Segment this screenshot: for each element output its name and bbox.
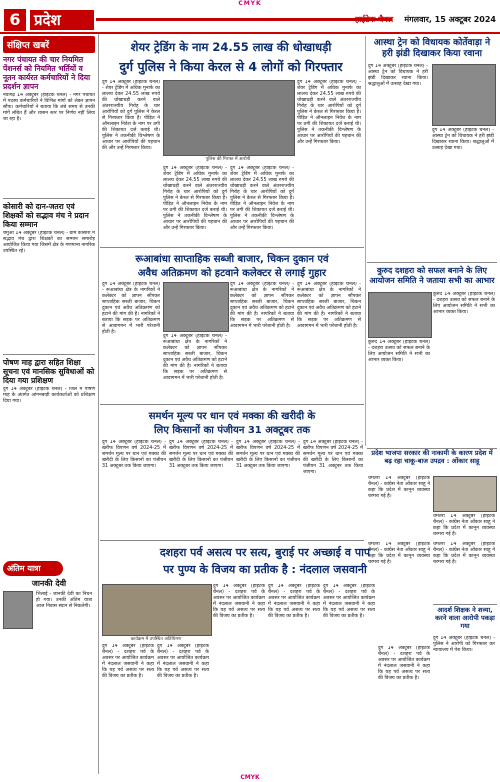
section-rule (96, 18, 392, 21)
divider (433, 604, 497, 605)
brief-heading: संक्षिप्त खबरें (3, 36, 95, 53)
cmyk-mark-bottom: CMYK (240, 774, 260, 781)
divider (100, 247, 364, 248)
lead-body-col-4: दुर्ग 14 अक्टूबर (हाईटेक चैनल) - शेयर ट्रेडिंग में अधिक मुनाफे का लालच देकर 24.55 लाख रुपये की धोखाधड़ी करने वाले अंतरराज्यीय गिरोह के चार आरोपियों को दुर्ग पुलिस ने केरल से गिरफ्तार किया है। पीड़ित ने ऑनलाइन निवेश के नाम पर ठगी की शिकायत दर्ज कराई थी। पुलिस ने तकनीकी विश्लेषण के आधार पर आरोपियों की पहचान की और उन्हें गिरफ्तार किया। (297, 80, 361, 145)
right-mid-body-2: कुरुद 14 अक्टूबर (हाईटेक चैनल) - दशहरा उत्सव को सफल बनाने के लिए आयोजन समिति ने सभी का आभार व्यक्त किया। (433, 292, 495, 315)
lead-body-col-1: दुर्ग 14 अक्टूबर (हाईटेक चैनल) - शेयर ट्रेडिंग में अधिक मुनाफे का लालच देकर 24.55 लाख रुपये की धोखाधड़ी करने वाले अंतरराज्यीय गिरोह के चार आरोपियों को दुर्ग पुलिस ने केरल से गिरफ्तार किया है। पीड़ित ने ऑनलाइन निवेश के नाम पर ठगी की शिकायत दर्ज कराई थी। पुलिस ने तकनीकी विश्लेषण के आधार पर आरोपियों की पहचान की और उन्हें गिरफ्तार किया। (102, 80, 160, 151)
story-four-body-2: धमतरी 14 अक्टूबर (हाईटेक चैनल) - कांग्रेस नेता ओंकार साहू ने कहा कि प्रदेश में कानून व्यवस्था चरमरा गई है। (433, 514, 495, 537)
dateline: मंगलवार, 15 अक्टूबर 2024 (404, 15, 496, 24)
story-two-body-3: दुर्ग 14 अक्टूबर (हाईटेक चैनल) - रूआबांधा क्षेत्र के नागरिकों ने कलेक्टर को ज्ञापन सौंपकर साप्ताहिक सब्जी बाजार, चिकन दुकान एवं अवैध अतिक्रमण को हटाने की मांग की है। नागरिकों ने बताया कि सड़क पर अतिक्रमण से आवागमन में भारी परेशानी होती है। (230, 282, 294, 329)
right-mid-photo (368, 292, 432, 338)
column-rule (365, 36, 366, 446)
obituary-name: जानकी देवी (31, 579, 67, 588)
page-number: 6 (4, 9, 26, 31)
story-two-body-2: दुर्ग 14 अक्टूबर (हाईटेक चैनल) - रूआबांधा क्षेत्र के नागरिकों ने कलेक्टर को ज्ञापन सौंपकर साप्ताहिक सब्जी बाजार, चिकन दुकान एवं अवैध अतिक्रमण को हटाने की मांग की है। नागरिकों ने बताया कि सड़क पर अतिक्रमण से आवागमन में भारी परेशानी होती है। (163, 334, 227, 381)
side-story-body: दुर्ग 14 अक्टूबर (हाईटेक चैनल) - पुलिस ने आरोपी को गिरफ्तार कर न्यायालय में पेश किया। (433, 636, 495, 653)
brief-body-3: दुर्ग 14 अक्टूबर (हाईटेक चैनल) - जिले में पोषण माह के अंतर्गत आंगनबाड़ी कार्यकर्ताओं को प्रशिक्षण दिया गया। (3, 387, 95, 404)
right-mid-body-1: कुरुद 14 अक्टूबर (हाईटेक चैनल) - दशहरा उत्सव को सफल बनाने के लिए आयोजन समिति ने सभी का आभार व्यक्त किया। (368, 340, 430, 363)
bottom-body-3: दुर्ग 14 अक्टूबर (हाईटेक चैनल) - दशहरा पर्व के अवसर पर आयोजित कार्यक्रम में नंदलाल जसवानी ने कहा कि यह पर्व असत्य पर सत्य की विजय का प्रतीक है। (213, 584, 265, 619)
bottom-body-2: दुर्ग 14 अक्टूबर (हाईटेक चैनल) - दशहरा पर्व के अवसर पर आयोजित कार्यक्रम में नंदलाल जसवानी ने कहा कि यह पर्व असत्य पर सत्य की विजय का प्रतीक है। (157, 644, 209, 679)
paper-name: हाईटेक चैनल (355, 15, 394, 24)
divider (100, 540, 364, 541)
bottom-caption: कार्यक्रम में उपस्थित अतिथिगण (130, 637, 182, 642)
obituary-heading: अंतिम यात्रा (3, 561, 63, 576)
lead-body-col-3: दुर्ग 14 अक्टूबर (हाईटेक चैनल) - शेयर ट्रेडिंग में अधिक मुनाफे का लालच देकर 24.55 लाख रुपये की धोखाधड़ी करने वाले अंतरराज्यीय गिरोह के चार आरोपियों को दुर्ग पुलिस ने केरल से गिरफ्तार किया है। पीड़ित ने ऑनलाइन निवेश के नाम पर ठगी की शिकायत दर्ज कराई थी। पुलिस ने तकनीकी विश्लेषण के आधार पर आरोपियों की पहचान की और उन्हें गिरफ्तार किया। (230, 166, 294, 231)
bottom-body-5: दुर्ग 14 अक्टूबर (हाईटेक चैनल) - दशहरा पर्व के अवसर पर आयोजित कार्यक्रम में नंदलाल जसवानी ने कहा कि यह पर्व असत्य पर सत्य की विजय का प्रतीक है। (323, 584, 375, 619)
cmyk-mark-top: CMYK (238, 0, 262, 7)
left-column (0, 34, 99, 774)
lead-body-col-2: दुर्ग 14 अक्टूबर (हाईटेक चैनल) - शेयर ट्रेडिंग में अधिक मुनाफे का लालच देकर 24.55 लाख रुपये की धोखाधड़ी करने वाले अंतरराज्यीय गिरोह के चार आरोपियों को दुर्ग पुलिस ने केरल से गिरफ्तार किया है। पीड़ित ने ऑनलाइन निवेश के नाम पर ठगी की शिकायत दर्ज कराई थी। पुलिस ने तकनीकी विश्लेषण के आधार पर आरोपियों की पहचान की और उन्हें गिरफ्तार किया। (163, 166, 227, 231)
divider (3, 198, 95, 199)
divider (100, 404, 364, 405)
obituary-body: भिलाई - जानकी देवी का निधन हो गया। उनकी अंतिम यात्रा आज निवास स्थान से निकलेगी। (36, 592, 92, 609)
right-mid-headline: कुरुद दशहरा को सफल बनाने के लिए आयोजन समिति ने जताया सभी का आभार (369, 266, 495, 285)
story-four-photo (433, 476, 497, 512)
brief-title-3: पोषण माह द्वारा सहित शिक्षा सूचना एवं मानसिक सुविधाओं को दिया गया प्रशिक्षण (3, 358, 95, 385)
story-three-body-1: दुर्ग 14 अक्टूबर (हाईटेक चैनल) - खरीफ विपणन वर्ष 2024-25 में समर्थन मूल्य पर धान एवं मक्का की खरीदी के लिए किसानों का पंजीयन 31 अक्टूबर तक किया जाएगा। (102, 440, 166, 469)
story-three-headline-2: लिए किसानों का पंजीयन 31 अक्टूबर तक (153, 425, 311, 436)
story-two-body-4: दुर्ग 14 अक्टूबर (हाईटेक चैनल) - रूआबांधा क्षेत्र के नागरिकों ने कलेक्टर को ज्ञापन सौंपकर साप्ताहिक सब्जी बाजार, चिकन दुकान एवं अवैध अतिक्रमण को हटाने की मांग की है। नागरिकों ने बताया कि सड़क पर अतिक्रमण से आवागमन में भारी परेशानी होती है। (297, 282, 361, 329)
right-top-headline: आस्था ट्रेन को विधायक कोर्तेवाड़ा ने हरी झंडी दिखाकर किया रवाना (373, 38, 491, 59)
story-two-headline-1: रूआबांधा साप्ताहिक सब्जी बाजार, चिकन दुकान एवं (135, 254, 329, 265)
side-story-headline: आदर्श शिक्षक ने शव्या, करने वाला आरोपी पकड़ा गया (435, 606, 495, 630)
brief-title-1: नगर पंचायत की चार नियमित पेंशनर्स को नियमित भर्तियों व नूतन कार्यरत कर्मचारियों ने दिया प्रदर्शन ज्ञापन (3, 55, 91, 91)
story-four-body-3: धमतरी 14 अक्टूबर (हाईटेक चैनल) - कांग्रेस नेता ओंकार साहू ने कहा कि प्रदेश में कानून व्यवस्था चरमरा गई है। (368, 542, 430, 565)
story-three-body-2: दुर्ग 14 अक्टूबर (हाईटेक चैनल) - खरीफ विपणन वर्ष 2024-25 में समर्थन मूल्य पर धान एवं मक्का की खरीदी के लिए किसानों का पंजीयन 31 अक्टूबर तक किया जाएगा। (169, 440, 233, 469)
right-top-body-1: दुर्ग 14 अक्टूबर (हाईटेक चैनल) - आस्था ट्रेन को विधायक ने हरी झंडी दिखाकर रवाना किया। श्रद्धालुओं में उत्साह देखा गया। (368, 64, 428, 87)
story-three-body-4: दुर्ग 14 अक्टूबर (हाईटेक चैनल) - खरीफ विपणन वर्ष 2024-25 में समर्थन मूल्य पर धान एवं मक्का की खरीदी के लिए किसानों का पंजीयन 31 अक्टूबर तक किया जाएगा। (303, 440, 363, 475)
bottom-headline-2: पर पुण्य के विजय का प्रतीक है : नंदलाल जसवानी (163, 563, 367, 576)
bottom-body-6: दुर्ग 14 अक्टूबर (हाईटेक चैनल) - दशहरा पर्व के अवसर पर आयोजित कार्यक्रम में नंदलाल जसवानी ने कहा कि यह पर्व असत्य पर सत्य की विजय का प्रतीक है। (378, 646, 430, 681)
right-top-photo (432, 64, 496, 126)
bottom-body-1: दुर्ग 14 अक्टूबर (हाईटेक चैनल) - दशहरा पर्व के अवसर पर आयोजित कार्यक्रम में नंदलाल जसवानी ने कहा कि यह पर्व असत्य पर सत्य की विजय का प्रतीक है। (102, 644, 154, 679)
story-two-body-1: दुर्ग 14 अक्टूबर (हाईटेक चैनल) - रूआबांधा क्षेत्र के नागरिकों ने कलेक्टर को ज्ञापन सौंपकर साप्ताहिक सब्जी बाजार, चिकन दुकान एवं अवैध अतिक्रमण को हटाने की मांग की है। नागरिकों ने बताया कि सड़क पर अतिक्रमण से आवागमन में भारी परेशानी होती है। (102, 282, 160, 335)
lead-headline-1: शेयर ट्रेडिंग के नाम 24.55 लाख की धोखाधड़ी (130, 40, 332, 54)
section-title: प्रदेश (30, 10, 94, 30)
story-three-body-3: दुर्ग 14 अक्टूबर (हाईटेक चैनल) - खरीफ विपणन वर्ष 2024-25 में समर्थन मूल्य पर धान एवं मक्का की खरीदी के लिए किसानों का पंजीयन 31 अक्टूबर तक किया जाएगा। (236, 440, 300, 469)
right-top-body-2: दुर्ग 14 अक्टूबर (हाईटेक चैनल) - आस्था ट्रेन को विधायक ने हरी झंडी दिखाकर रवाना किया। श्रद्धालुओं में उत्साह देखा गया। (432, 128, 494, 151)
brief-body-2: चमुआ 14 अक्टूबर (हाईटेक चैनल) - ग्राम कोसारी में सद्भाव मंच द्वारा शिक्षकों का सम्मान समारोह आयोजित किया गया जिसमें क्षेत्र के गणमान्य नागरिक उपस्थित रहे। (3, 231, 95, 254)
bottom-body-4: दुर्ग 14 अक्टूबर (हाईटेक चैनल) - दशहरा पर्व के अवसर पर आयोजित कार्यक्रम में नंदलाल जसवानी ने कहा कि यह पर्व असत्य पर सत्य की विजय का प्रतीक है। (268, 584, 320, 619)
story-four-headline: प्रदेश भाजपा सरकार की नाकामी के कारण प्रदेश में बढ़ रहा चाकू-बाज उपद्रव : ओंकार साहू (367, 448, 497, 473)
story-four-body-4: धमतरी 14 अक्टूबर (हाईटेक चैनल) - कांग्रेस नेता ओंकार साहू ने कहा कि प्रदेश में कानून व्यवस्था चरमरा गई है। (433, 542, 495, 565)
bottom-photo (102, 584, 212, 636)
story-three-headline-1: समर्थन मूल्य पर धान एवं मक्का की खरीदी के (148, 411, 316, 422)
obituary-photo (3, 591, 33, 629)
masthead (0, 8, 500, 34)
brief-body-1: नवागढ़ 14 अक्टूबर (हाईटेक चैनल) - नगर पंचायत में पदस्थ कर्मचारियों ने विभिन्न मांगों को लेकर ज्ञापन सौंपा। कर्मचारियों ने बताया कि लंबे समय से उनकी मांगें लंबित हैं और शासन स्तर पर निर्णय नहीं लिया जा रहा है। (3, 93, 95, 122)
lead-caption: पुलिस की गिरफ्त में आरोपी (205, 157, 251, 162)
brief-title-2: कोसारी को दान-जतरा एवं शिक्षकों को सद्भाव मंच ने प्रदान किया सम्मान (3, 202, 89, 229)
divider (3, 354, 95, 355)
story-four-body-1: धमतरी 14 अक्टूबर (हाईटेक चैनल) - कांग्रेस नेता ओंकार साहू ने कहा कि प्रदेश में कानून व्यवस्था चरमरा गई है। (368, 476, 430, 499)
story-two-photo (163, 282, 229, 332)
lead-headline-2: दुर्ग पुलिस ने किया केरल से 4 लोगों को गिरफ्तार (119, 59, 343, 74)
story-two-headline-2: अवैध अतिक्रमण को हटवाने कलेक्टर से लगाई गुहार (137, 268, 327, 279)
divider (367, 262, 497, 263)
lead-photo (163, 80, 295, 156)
bottom-headline-1: दशहरा पर्व असत्य पर सत्य, बुराई पर अच्छाई व पाप (159, 546, 371, 559)
